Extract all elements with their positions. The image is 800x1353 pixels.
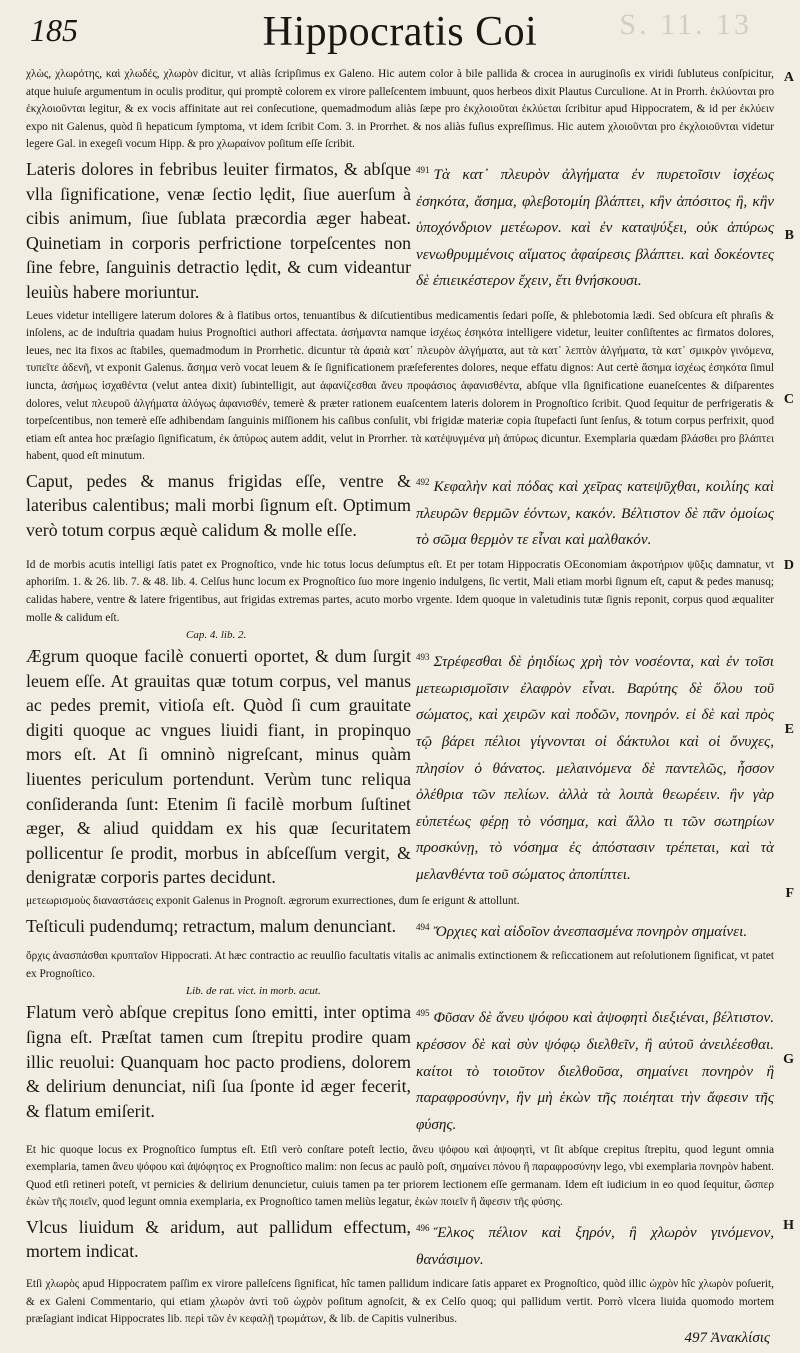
commentary-text: Etſi χλωρὸς apud Hippocratem paſſim ex virore palleſcens ſignificat, hîc tamen pallidum indicare ſatis apparet ex Prognoſtico, quòd illic ὠχρὸν hîc χλωρὸν poſuerit, & ex Galeni Commentario, qui etiam χλωρὸν ἀντὶ τοῦ ὠχρὸν poſitum agnoſcit, & ex Celſo quoq; qui pallidum vertit. Porrò vlcera liuida quomodo mortem præſagiant indicat Hippocrates lib. περὶ τῶν ἐν κεφαλῇ τρωμάτων, & lib. de Capitis vulneribus. bbox=[26, 1278, 774, 1326]
commentary-text: ὄρχις ἀνασπάσθαι κρυπταῖον Hippocrati. At hæc contractio ac reuulſio facultatis vitalis ac animalis extinctionem & reſiccationem aut reſolutionem ſignificat, vt patet ex Prognoſtico. bbox=[26, 950, 774, 980]
greek-text: Ὄρχιες καὶ αἰδοῖον ἀνεσπασμένα πονηρὸν σημαίνει. bbox=[433, 922, 748, 940]
commentary-block bbox=[26, 948, 774, 983]
greek-text-block bbox=[416, 1000, 774, 1138]
greek-text: Στρέφεσθαι δὲ ῥηιδίως χρὴ τὸν νοσέοντα, καὶ ἐν τοῖσι μετεωρισμοῖσιν ἐλαφρὸν εἶναι. Βαρύτης δὲ ὅλου τοῦ σώματος, καὶ χειρῶν καὶ ποδῶν, πονηρόν. εἰ δὲ καὶ πρὸς τῷ βάρει πέλιοι γίγνονται οἱ δάκτυλοι καὶ οἱ ὄνυχες, πλησίον ὁ θάνατος. μελαινόμενα δὲ παντελῶς, ἧσσον ὀλέθρια τῶν πελίων. ἀλλὰ τὰ λοιπὰ θεωρέειν. ἢν γὰρ εὐπετέως φέρῃ τὸ νόσημα, καὶ ἄλλο τι τῶν σωτηρίων προσκύνῃ, τὸ νόσημα ἐς ἀπόστασιν τρέπεται, καὶ τὰ μελανθέντα τοῦ σώματος ἀποπίπτει. bbox=[416, 653, 774, 883]
margin-letter-h: H bbox=[783, 1218, 794, 1233]
aphorism-row bbox=[26, 469, 774, 554]
aphorism-number: 493 bbox=[416, 652, 430, 663]
greek-text-block bbox=[416, 644, 774, 890]
aphorism-number: 495 bbox=[416, 1008, 430, 1019]
greek-text-block bbox=[416, 469, 774, 554]
latin-translation: Ægrum quoque facilè conuerti oportet, & dum ſurgit leuem eſſe. At grauitas quæ totum corpus, vel manus ac pedes premit, vitioſa eſt. Quòd ſi cum grauitate digiti quoque ac vngues liuidi fiant, in propinquo mors eſt. At ſi omninò nigreſcant, minus quàm liuentes periculum portendunt. Verùm tunc reliqua conſideranda ſunt: Etenim ſi facilè morbum ſuſtinet æger, & aliud quiddam ex his quæ ſecuritatem pollicentur ſe prodit, morbus in abſceſſum vergit, & denigratæ corporis partes decidunt. bbox=[26, 646, 411, 888]
commentary-block bbox=[26, 1276, 774, 1329]
commentary-block bbox=[26, 557, 774, 627]
aphorism-number: 491 bbox=[416, 164, 430, 175]
margin-letter-b: B bbox=[784, 228, 794, 243]
catchword: 497 Ἀνακλίσις bbox=[684, 1330, 770, 1346]
commentary-text: χλὼς, χλωρότης, καὶ χλωδές, χλωρὸν dicitur, vt aliàs ſcripſimus ex Galeno. Hic autem color à bile pallida & crocea in auruginoſis ex viridi ſubluteus conſpicitur, atque huiuſe argumentum in oculis proditur, qui promptè colorem ex virore palleſcentem imbuunt, quos herbeos dixit Plautus Curculione. At in Prorrh. ἐκλύονται pro ἐκχλοιοῦνται legitur, & ex vocis affinitate aut rei conſecutione, quemadmodum aliàs ſæpe pro ἐκχλοιοῦται ἐκλύεται ſcribitur apud Hippocratem, & id per ἐκλύειν expo nit Galenus, quòd ſi hepaticum ſymptoma, vt idem ſcribit Com. 3. in Prorrhet. & nos aliàs fuſius expreſſimus. Hic autem χλοιοῦνται pro ἐκχλοιοῦνται videtur legere Gal. in exegeſi vocum Hipp. & pro χλωραίνον poſitum eſſe ſcribit. bbox=[26, 68, 774, 151]
margin-letter-e: E bbox=[784, 722, 794, 737]
latin-translation: Lateris dolores in febribus leuiter firmatos, & abſque vlla ſignificatione, venæ ſectio lędit, ſiue auerſum à cibis animum, ſiue ſublata præcordia æger habeat. Quinetiam in corporis perfrictione torpeſcentes non ſine febre, ſanguinis detractio lędit, & cum videantur leuiùs habere moriuntur. bbox=[26, 158, 411, 302]
margin-letter-f: F bbox=[785, 886, 794, 901]
latin-translation: Vlcus liuidum & aridum, aut pallidum effectum, mortem indicat. bbox=[26, 1216, 411, 1262]
commentary-text: Et hic quoque locus ex Prognoſtico ſumptus eſt. Etſi verò conſtare poteſt lectio, ἄνευ ψόφου καὶ ἀψοφητὶ, vt ſit abſque crepitus ſtrepitu, quod legunt omnia exemplaria, tamen ἄνευ ψόφου καὶ ἀψόφητος ex Prognoſtico malim: non ſecus ac paulò poſt, σημαίνει πόνου ἢ παραφροσύνην lego, vbi exemplaria πονηρὸν habent. Quod etſi retineri poteſt, vt pernicies & delirium denuncietur, cuiuis tamen pa ter priorem lectionem eſſe germanam. Idem eſt iudicium in eo quod ſequitur, ὥσπερ ἑκὼν τῆς ποιεῖν, quod legunt omnia exemplaria, ex Prognoſtico tamen meliùs legatur, ἑκὼν ποιεῖν ἢ ἄφεσιν τῆς φύσης. bbox=[26, 1143, 774, 1209]
page-number: 185 bbox=[30, 12, 78, 48]
page-header bbox=[26, 0, 774, 66]
commentary-text: Leues videtur intelligere laterum dolores & à flatibus ortos, tenuantibus & diſcutientibus medicamentis ſedari poſſe, & phlebotomia lædi. Sed obſcura eſt phraſis & inſolens, ac de induſtria quadam huius Prognoſtici authori affectata. ἀσήμαντα namque ἰσχέως ἐσηκότα intelligere videtur, leuiter conſiſtentes ac firmatos dolores, leues, nec ita fixos ac ſtabiles, quemadmodum in Prorrhetic. dicuntur τὰ ἀραιὰ κατ᾽ πλευρὸν ἀλγήματα, aut τὰ κατ᾽ λεπτὸν ἀλγήματα, τὰ κατ᾽ σμικρὸν γινόμενα, τυπεῖτε ἀδενῆ, vt exponit Galenus. ἄσημα verò vocat leuem & ſe ſignificationem præſeferentes dolores, neque effatu dignos: Aut certè ἄσημα ἰσχέως ἐσηκότα ſimul iuncta, ἀσήμως ἰσχαθέντα (velut antea dixit) ſubintelligit, aut ἀφανίζεσθαι ἄνευ προφάσιος ἀφανισθέντα, abſque vlla ſignificatione euaneſcentes & diſparentes dolores, velut πλευροῦ ἀλγήματα ἀλόγως ἀφανισθέν, temerè & præter rationem euaſcentem lateris dolorem in Prognoſtico ſcribit. Quod ſequitur de perfrigeratis & torpeſcentibus, non temerè eſſe adhibendam ſanguinis miſſionem his caſibus conſulit, vbi frigidæ materiæ copia ſtupefacti ſunt ſenſus, & totum corpus perfrixit, quod etiam eſt antea hoc præſagio ſignificatum, ἐκ ἀπύρως autem addit, velut in Prorrher. τὰ κατέψυγμένα μὴ ἀπύρως dicuntur. Exemplaria quædam βλάσθει pro βλάπτει habent, quod eſt minutum. bbox=[26, 309, 774, 463]
marginal-reference: Cap. 4. lib. 2. bbox=[186, 629, 247, 642]
latin-translation: Flatum verò abſque crepitus ſono emitti, inter optima ſigna eſt. Præſtat tamen cum ſtrepitu prodire quam illic reuolui: Quanquam hoc pacto prodiens, dolorem & delirium denunciat, niſi ſua ſponte id æger fecerit, & flatum emiſerit. bbox=[26, 1002, 411, 1121]
commentary-block bbox=[26, 308, 774, 466]
aphorism-row bbox=[26, 914, 774, 946]
margin-letter-a: A bbox=[783, 70, 794, 85]
margin-letter-g: G bbox=[783, 1052, 794, 1067]
latin-translation: Teſticuli pudendumq; retractum, malum denunciant. bbox=[26, 915, 397, 936]
aphorism-row bbox=[26, 1000, 774, 1138]
greek-text: Ἕλκος πέλιον καὶ ξηρόν, ἢ χλωρὸν γινόμενον, θανάσιμον. bbox=[416, 1223, 774, 1268]
commentary-block bbox=[26, 893, 774, 911]
running-title: Hippocratis Coi bbox=[262, 9, 538, 55]
greek-text-block bbox=[416, 157, 774, 305]
commentary-text: Id de morbis acutis intelligi ſatis patet ex Prognoſtico, vnde hic totus locus deſumptus eſt. Et per totam Hippocratis OEconomiam ἀκροτήριον ψῦξις damnatur, vt aphoriſm. 1. & 26. lib. 7. & 48. lib. 4. Celſus hunc locum ex Prognoſtico ſuo more ingenio indulgens, ſic vertit, Mali etiam morbi ſignum eſt, caput & pedes manusq; calidas habere, ventre & latere frigentibus, aut frigidas extremas partes, acuto morbo vrgente. Idem quoque in valetudinis tutæ ſignis reponit, corpus quod æqualiter molle & calidum eſt. bbox=[26, 558, 774, 624]
commentary-block bbox=[26, 1142, 774, 1212]
aphorism-row bbox=[26, 157, 774, 305]
aphorism-row bbox=[26, 644, 774, 890]
greek-text: Κεφαλὴν καὶ πόδας καὶ χεῖρας κατεψῦχθαι, κοιλίης καὶ πλευρῶν θερμῶν ἐόντων, κακόν. Βέλτιστον δὲ πᾶν ὁμοίως τὸ σῶμα θερμὸν τε εἶναι καὶ μαλθακόν. bbox=[416, 477, 774, 549]
margin-letter-c: C bbox=[783, 392, 794, 407]
commentary-block bbox=[26, 66, 774, 154]
greek-text-block bbox=[416, 1215, 774, 1273]
aphorism-number: 492 bbox=[416, 476, 430, 487]
aphorism-number: 494 bbox=[416, 921, 430, 932]
latin-translation: Caput, pedes & manus frigidas eſſe, ventre & lateribus calentibus; mali morbi ſignum eſt. Optimum verò totum corpus æquè calidum & molle eſſe. bbox=[26, 470, 411, 541]
margin-letter-d: D bbox=[783, 558, 794, 573]
greek-text: Τὰ κατ᾽ πλευρὸν ἀλγήματα ἐν πυρετοῖσιν ἰσχέως ἐσηκότα, ἄσημα, φλεβοτομίη βλάπτει, κἢν ἀπόσιτος ἢ, κἢν ὑποχόνδριον μετέωρον. καὶ ἐν καταψύξει, οὐκ ἀπύρως νενωθρυμμένοις αἵματος ἀφαίρεσις βλάπτει. καὶ δοκέοντες δὲ ἐπιεικέστερον ἔχειν, ἔτι θνήσκουσι. bbox=[416, 166, 774, 290]
greek-text-block bbox=[416, 914, 774, 946]
greek-text: Φῦσαν δὲ ἄνευ ψόφου καὶ ἀψοφητὶ διεξιέναι, βέλτιστον. κρέσσον δὲ καὶ σὺν ψόφῳ διελθεῖν, ἢ αὐτοῦ ἀνειλέεσθαι. καίτοι τὸ τοιοῦτον διελθοῦσα, σημαίνει πονηρὸν ἢ παραφροσύνην, ἢν μὴ ἑκὼν τῆς ποιέηται τὴν ἄφεσιν τῆς φύσης. bbox=[416, 1009, 774, 1133]
bleed-through-text: S. 11. 13 bbox=[619, 8, 752, 41]
aphorism-row bbox=[26, 1215, 774, 1273]
marginal-reference: Lib. de rat. vict. in morb. acut. bbox=[186, 985, 321, 998]
commentary-text: μετεωρισμοὺς διαναστάσεις exponit Galenus in Prognoſt. ægrorum exurrectiones, dum ſe erigunt & attollunt. bbox=[26, 895, 520, 908]
aphorism-number: 496 bbox=[416, 1222, 430, 1233]
